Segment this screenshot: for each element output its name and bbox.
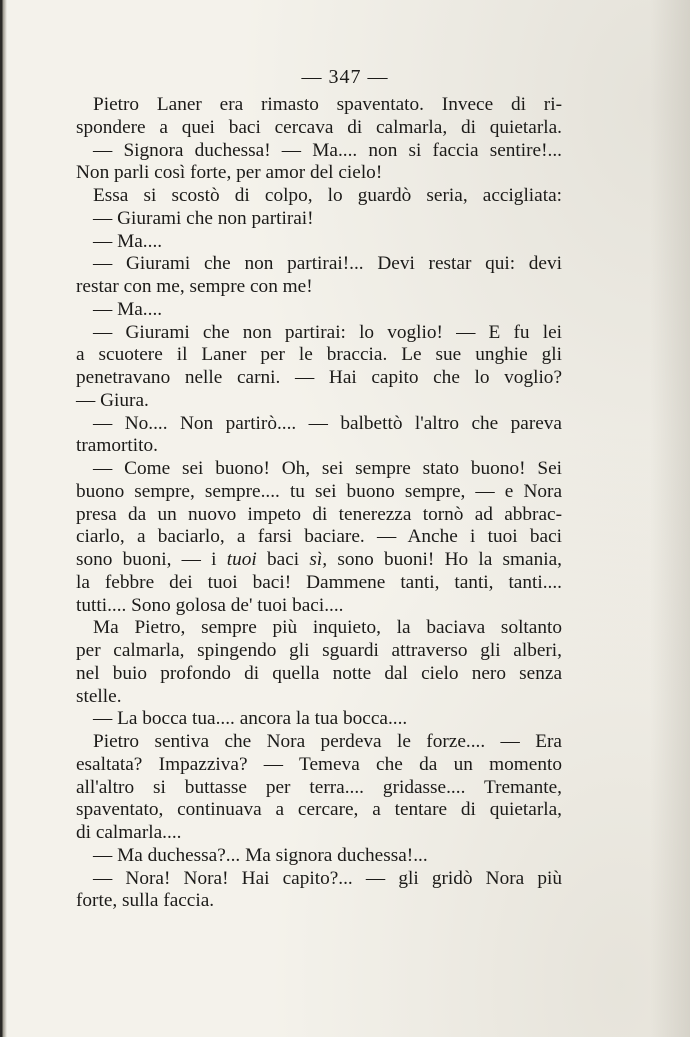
text-line: — Giura. [76,389,149,411]
page-number: — 347 — [301,66,389,88]
text-run: sono buoni, — i [76,549,227,570]
text-line: di calmarla.... [76,822,182,843]
text-line: penetravano nelle carni. — Hai capito che lo voglio? [76,367,562,388]
text-line: la febbre dei tuoi baci! Dammene tanti, tanti, tanti.... [76,571,562,593]
text-line: — Come sei buono! Oh, sei sempre stato buono! Sei [93,458,562,479]
text-line: — Signora duchessa! — Ma.... non si faccia sentire!... [93,139,562,161]
text-line: forte, sulla faccia. [76,890,215,912]
text-line: — No.... Non partirò.... — balbettò l'altro che pareva [93,412,562,434]
text-line: esaltata? Impazziva? — Temeva che da un momento [76,753,562,775]
text-line: — Ma.... [93,230,163,252]
text-line: Ma Pietro, sempre più inquieto, la baciava soltanto [93,617,562,639]
italic-word: sì, [309,549,328,570]
text-line: ciarlo, a baciarlo, a farsi baciare. — Anche i tuoi baci [76,526,562,548]
text-line: Pietro sentiva che Nora perdeva le forze.... — Era [93,731,562,752]
text-line: — Giurami che non partirai: lo voglio! — E fu lei [93,321,562,343]
text-line: tutti.... Sono golosa de' tuoi baci.... [76,594,344,616]
italic-word: tuoi [226,549,257,570]
text-line: all'altro si buttasse per terra.... gridasse.... Tremante, [76,776,562,798]
text-line: Essa si scostò di colpo, lo guardò seria, accigliata: [93,185,562,206]
text-line: tramortito. [76,435,158,457]
page-right-shadow [650,0,690,1037]
text-line: nel buio profondo di quella notte dal cielo nero senza [76,662,562,684]
text-line: — La bocca tua.... ancora la tua bocca.... [93,708,408,730]
text-line: presa da un nuovo impeto di tenerezza tornò ad abbrac- [76,503,562,525]
text-line: Non parli così forte, per amor del cielo! [76,162,383,184]
text-line-italic-mixed [76,549,562,572]
body-text [76,94,562,913]
text-run: baci [256,549,310,570]
text-line: spaventato, continuava a cercare, a tentare di quietarla, [76,799,562,821]
text-line: — Nora! Nora! Hai capito?... — gli gridò Nora più [93,867,562,889]
text-line: — Ma.... [93,298,163,320]
text-line: a scuotere il Laner per le braccia. Le sue unghie gli [76,344,562,366]
text-line: restar con me, sempre con me! [76,276,313,297]
text-line: Pietro Laner era rimasto spaventato. Invece di ri- [93,94,562,115]
text-line: stelle. [76,685,122,707]
text-line: spondere a quei baci cercava di calmarla, di quietarla. [76,116,562,138]
page-binding-edge [0,0,7,1037]
text-line: — Ma duchessa?... Ma signora duchessa!... [93,844,428,866]
text-line: per calmarla, spingendo gli sguardi attraverso gli alberi, [76,640,562,661]
text-line: buono sempre, sempre.... tu sei buono sempre, — e Nora [76,480,562,502]
text-line: — Giurami che non partirai!... Devi restar qui: devi [93,253,562,275]
text-run: sono buoni! Ho la smania, [327,549,562,570]
text-line: — Giurami che non partirai! [93,207,314,229]
